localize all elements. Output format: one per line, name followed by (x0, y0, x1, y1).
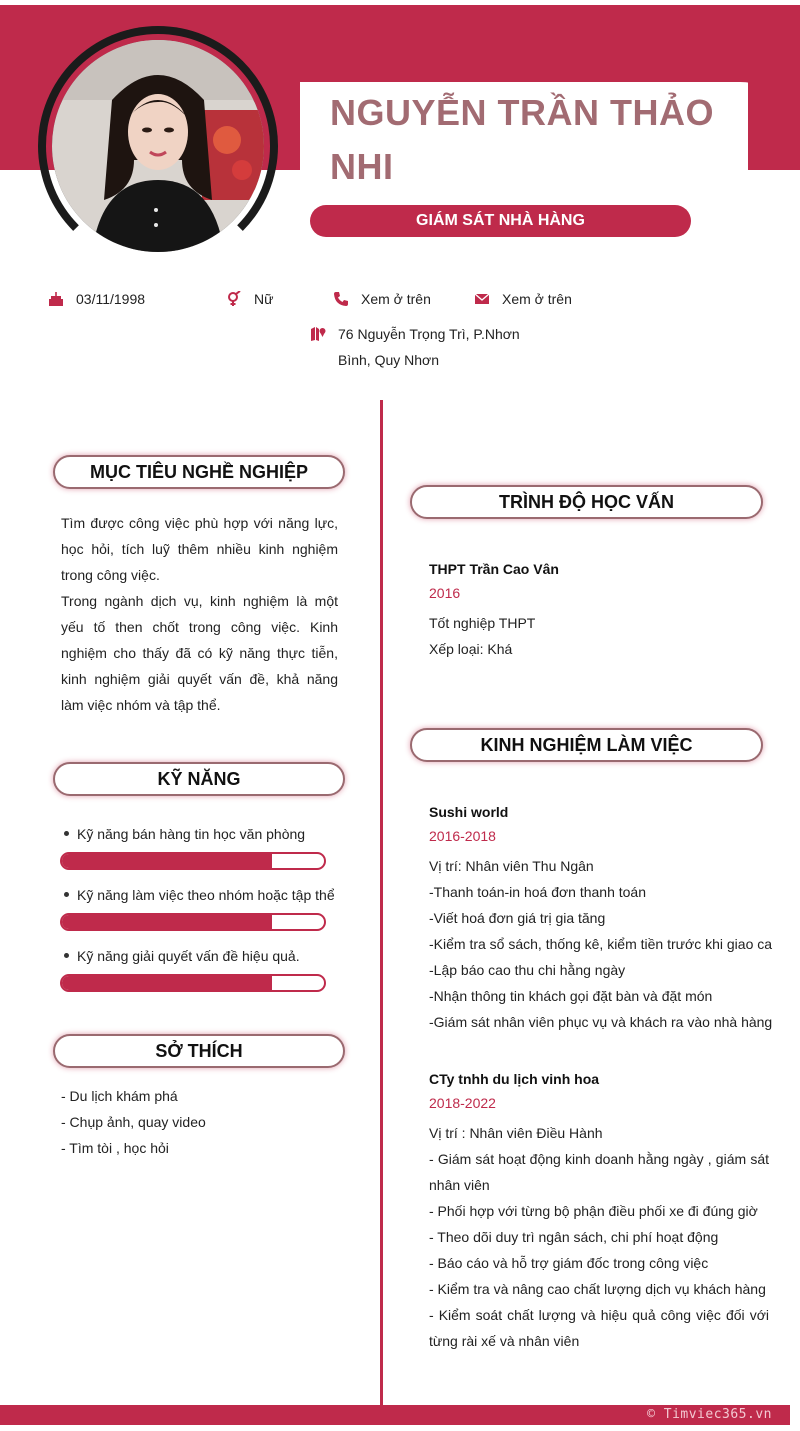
job-line: -Thanh toán-in hoá đơn thanh toán (429, 884, 647, 900)
job-line: - Theo dõi duy trì ngân sách, chi phí hoạt động (429, 1229, 719, 1245)
hobbies-list (61, 1083, 206, 1161)
birthday-contact (48, 291, 145, 307)
skill-label: Kỹ năng bán hàng tin học văn phòng (77, 826, 306, 842)
phone-icon (333, 291, 349, 307)
candidate-name (330, 86, 730, 194)
education-school: THPT Trần Cao Vân (429, 561, 559, 577)
job-line: -Kiểm tra sổ sách, thống kê, kiểm tiền trước khi giao ca (429, 936, 773, 952)
job-title: GIÁM SÁT NHÀ HÀNG (310, 205, 691, 237)
job-line: Vị trí : Nhân viên Điều Hành (429, 1125, 603, 1141)
job-line: - Kiểm soát chất lượng và hiệu quả công việc đối với từng rài xế và nhân viên (429, 1307, 769, 1349)
job-details (429, 853, 774, 1035)
job-years: 2018-2022 (429, 1095, 496, 1111)
skill-label: Kỹ năng làm việc theo nhóm hoặc tập thể (77, 887, 335, 903)
profile-photo-illustration (52, 40, 264, 252)
education-heading: TRÌNH ĐỘ HỌC VẤN (410, 485, 763, 519)
phone-text: Xem ở trên (361, 291, 431, 307)
candidate-name-line1: NGUYỄN TRẦN THẢO (330, 92, 714, 133)
email-icon (474, 291, 490, 307)
address-text (338, 321, 520, 373)
address-contact (310, 326, 520, 373)
skill-bar-fill (62, 915, 272, 929)
hobby-item: - Tìm tòi , học hỏi (61, 1140, 169, 1156)
gender-icon (226, 291, 242, 307)
job-company: Sushi world (429, 804, 509, 820)
objective-paragraph-1: Tìm được công việc phù hợp với năng lực, học hỏi, tích luỹ thêm nhiều kinh nghiệm trong công việc. (61, 515, 338, 583)
skill-item (60, 826, 305, 842)
skill-item (60, 887, 335, 903)
header-right-band (748, 5, 800, 170)
job-line: -Nhận thông tin khách gọi đặt bàn và đặt món (429, 988, 713, 1004)
objective-heading: MỤC TIÊU NGHỀ NGHIỆP (53, 455, 345, 489)
experience-heading: KINH NGHIỆM LÀM VIỆC (410, 728, 763, 762)
skill-bar (60, 852, 326, 870)
job-years: 2016-2018 (429, 828, 496, 844)
skill-bar-fill (62, 854, 272, 868)
skill-bar (60, 913, 326, 931)
skills-heading: KỸ NĂNG (53, 762, 345, 796)
job-line: -Giám sát nhân viên phục vụ và khách ra vào nhà hàng (429, 1014, 773, 1030)
job-company: CTy tnhh du lịch vinh hoa (429, 1071, 600, 1087)
profile-photo (52, 40, 264, 252)
education-line: Xếp loại: Khá (429, 641, 513, 657)
job-line: - Kiểm tra và nâng cao chất lượng dịch vụ khách hàng (429, 1281, 766, 1297)
education-year: 2016 (429, 585, 461, 601)
hobby-item: - Chụp ảnh, quay video (61, 1114, 206, 1130)
gender-contact (226, 291, 273, 307)
job-line: - Giám sát hoạt động kinh doanh hằng ngày , giám sát nhân viên (429, 1151, 769, 1193)
phone-contact (333, 291, 431, 307)
education-line: Tốt nghiệp THPT (429, 615, 536, 631)
skill-bar-fill (62, 976, 272, 990)
skill-item (60, 948, 300, 964)
objective-paragraph-2: Trong ngành dịch vụ, kinh nghiệm là một yếu tố then chốt trong công việc. Kinh nghiệm cho thấy đã có kỹ năng thực tiễn, kinh nghiệm giải quyết vấn đề, khả năng làm việc nhóm và tập thể. (61, 593, 338, 713)
address-line1: 76 Nguyễn Trọng Trì, P.Nhơn (338, 326, 520, 342)
job-line: -Viết hoá đơn giá trị gia tăng (429, 910, 606, 926)
birthday-text: 03/11/1998 (76, 291, 146, 307)
column-divider (380, 400, 383, 1406)
job-details (429, 1120, 769, 1354)
objective-text (61, 510, 338, 718)
hobby-item: - Du lịch khám phá (61, 1088, 178, 1104)
address-line2: Bình, Quy Nhơn (338, 352, 440, 368)
job-line: - Phối hợp với từng bộ phận điều phối xe đi đúng giờ (429, 1203, 758, 1219)
footer-copyright: © Timviec365.vn (647, 1407, 772, 1422)
hobbies-heading: SỞ THÍCH (53, 1034, 345, 1068)
job-line: - Báo cáo và hỗ trợ giám đốc trong công việc (429, 1255, 709, 1271)
skill-bar (60, 974, 326, 992)
job-line: -Lập báo cao thu chi hằng ngày (429, 962, 626, 978)
birthday-cake-icon (48, 291, 64, 307)
map-marker-icon (310, 326, 326, 342)
candidate-name-line2: NHI (330, 146, 394, 187)
job-line: Vị trí: Nhân viên Thu Ngân (429, 858, 594, 874)
email-text: Xem ở trên (502, 291, 572, 307)
footer-band (0, 1405, 790, 1425)
gender-text: Nữ (254, 291, 274, 307)
skill-label: Kỹ năng giải quyết vấn đề hiệu quả. (77, 948, 300, 964)
email-contact (474, 291, 572, 307)
education-details (429, 610, 535, 662)
